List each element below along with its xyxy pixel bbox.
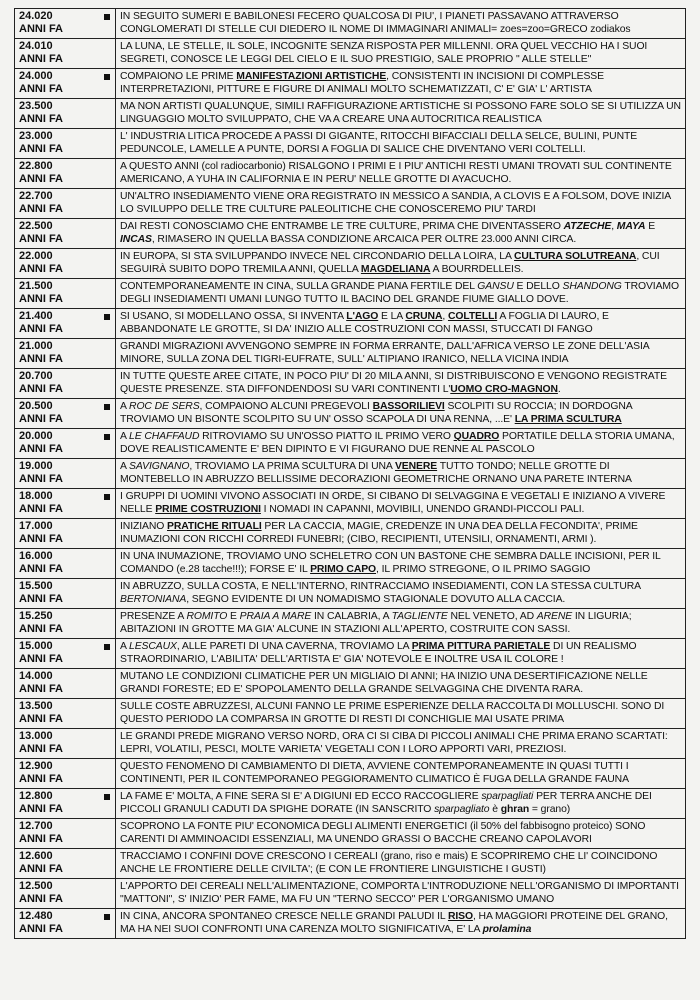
event-description bbox=[116, 159, 686, 189]
timeline-row bbox=[15, 69, 686, 99]
description-fragment: IN TUTTE QUESTE AREE CITATE, IN POCO PIU' DI 20 MILA ANNI, SI DISTRIBUISCONO E VENGONO REGISTRATE QUESTE PRESENZE. STA DIFFONDENDOSI SU VARI CONTINENTI L' bbox=[120, 371, 667, 395]
ago-label: ANNI FA bbox=[19, 533, 63, 545]
description-fragment: IN UNA INUMAZIONE, TROVIAMO UNO SCHELETRO CON UN BASTONE CHE SEMBRA DALLE INCISIONI, PER IL COMANDO (e.28 tacche!!!); FORSE E' IL bbox=[120, 551, 661, 575]
timeline-row bbox=[15, 639, 686, 669]
ago-label: ANNI FA bbox=[19, 83, 63, 95]
description-fragment: A FOGLIA DI LAURO, E ABBANDONATE LE GROTTE, SI DA' INIZIO ALLE COSTRUZIONI CON MASSI, STUCCATI DI FANGO bbox=[120, 311, 609, 335]
date-cell bbox=[15, 729, 116, 759]
description-fragment: MA NON ARTISTI QUALUNQUE, SIMILI RAFFIGURAZIONE ARTISTICHE SI POSSONO FARE SOLO SE SI UTILIZZA UN LINGUAGGIO MOLTO SVILUPPATO, CHE VA A CREARE UNA AUTOCRITICA REALISTICA bbox=[120, 101, 681, 125]
description-fragment: SCOPRONO LA FONTE PIU' ECONOMICA DEGLI ALIMENTI ENERGETICI (il 50% del fabbisogno proteico) SONO CARENTI DI AMMINOACIDI ESSENZIALI, MA UNENDO GRASSI O BACCHE CREANO CAPOLAVORI bbox=[120, 821, 646, 845]
date-cell bbox=[15, 339, 116, 369]
year-label: 24.000 bbox=[19, 70, 53, 82]
year-label: 20.700 bbox=[19, 370, 53, 382]
date-cell bbox=[15, 369, 116, 399]
year-label: 15.250 bbox=[19, 610, 53, 622]
timeline-row bbox=[15, 159, 686, 189]
date-cell bbox=[15, 279, 116, 309]
event-description bbox=[116, 639, 686, 669]
ago-label: ANNI FA bbox=[19, 23, 63, 35]
year-label: 21.500 bbox=[19, 280, 53, 292]
date-cell bbox=[15, 159, 116, 189]
year-label: 22.700 bbox=[19, 190, 53, 202]
timeline-row bbox=[15, 909, 686, 939]
ago-label: ANNI FA bbox=[19, 443, 63, 455]
event-description bbox=[116, 489, 686, 519]
date-cell bbox=[15, 489, 116, 519]
ago-label: ANNI FA bbox=[19, 893, 63, 905]
description-fragment: RITROVIAMO SU UN'OSSO PIATTO IL PRIMO VERO bbox=[199, 431, 454, 442]
event-description bbox=[116, 9, 686, 39]
description-fragment: DI UN REALISMO STRAORDINARIO, L'ABILITA' DELL'ARTISTA E' GIA' NOTEVOLE E INOLTRE USA IL COLORE ! bbox=[120, 641, 637, 665]
event-description bbox=[116, 579, 686, 609]
description-fragment: , CUI SEGUIRÀ SUBITO DOPO TREMILA ANNI, QUELLA bbox=[120, 251, 660, 275]
description-fragment: E DELLO bbox=[513, 281, 563, 292]
description-fragment: BASSORILIEVI bbox=[372, 401, 445, 412]
description-fragment: MAYA bbox=[616, 221, 646, 232]
timeline-row bbox=[15, 459, 686, 489]
ago-label: ANNI FA bbox=[19, 713, 63, 725]
year-label: 12.800 bbox=[19, 790, 53, 802]
event-description bbox=[116, 609, 686, 639]
year-label: 23.000 bbox=[19, 130, 53, 142]
event-description bbox=[116, 249, 686, 279]
description-fragment: ATZECHE bbox=[563, 221, 612, 232]
description-fragment: prolamina bbox=[482, 924, 532, 935]
year-label: 24.010 bbox=[19, 40, 53, 52]
date-cell bbox=[15, 789, 116, 819]
event-description bbox=[116, 189, 686, 219]
date-cell bbox=[15, 699, 116, 729]
year-label: 12.480 bbox=[19, 910, 53, 922]
ago-label: ANNI FA bbox=[19, 803, 63, 815]
description-fragment: SCOLPITI SU ROCCIA; IN DORDOGNA TROVIAMO UN BISONTE SCOLPITO SU UN' OSSO SCAPOLA DI UNA RENNA, ...E' bbox=[120, 401, 633, 425]
date-cell bbox=[15, 99, 116, 129]
ago-label: ANNI FA bbox=[19, 773, 63, 785]
ago-label: ANNI FA bbox=[19, 653, 63, 665]
ago-label: ANNI FA bbox=[19, 863, 63, 875]
description-fragment: IN EUROPA, SI STA SVILUPPANDO INVECE NEL CIRCONDARIO DELLA LOIRA, LA bbox=[120, 251, 515, 262]
year-label: 12.600 bbox=[19, 850, 53, 862]
description-fragment: A bbox=[120, 401, 130, 412]
timeline-row bbox=[15, 699, 686, 729]
timeline-row bbox=[15, 279, 686, 309]
description-fragment: SAVIGNANO bbox=[129, 461, 190, 472]
description-fragment: PRIME COSTRUZIONI bbox=[155, 504, 261, 515]
ago-label: ANNI FA bbox=[19, 203, 63, 215]
year-label: 20.000 bbox=[19, 430, 53, 442]
description-fragment: IN LIGURIA; ABITAZIONI IN GROTTE MA GIA' ALCUNE IN STAZIONI ALL'APERTO, COSTRUITE CON SASSI. bbox=[120, 611, 632, 635]
event-description bbox=[116, 279, 686, 309]
ago-label: ANNI FA bbox=[19, 383, 63, 395]
timeline-row bbox=[15, 219, 686, 249]
event-description bbox=[116, 39, 686, 69]
timeline-row bbox=[15, 309, 686, 339]
description-fragment: L' INDUSTRIA LITICA PROCEDE A PASSI DI GIGANTE, RITOCCHI BIFACCIALI DELLA SELCE, BULINI, PUNTE PEDUNCOLE, LAMELLE A PUNTE, DORSI A FOGLIA DI SALICE CHE DIVENTANO VERI COLTELLI. bbox=[120, 131, 638, 155]
description-fragment: , ALLE PARETI DI UNA CAVERNA, TROVIAMO LA bbox=[176, 641, 412, 652]
timeline-row bbox=[15, 549, 686, 579]
event-description bbox=[116, 339, 686, 369]
year-label: 12.500 bbox=[19, 880, 53, 892]
year-label: 20.500 bbox=[19, 400, 53, 412]
description-fragment: GRANDI MIGRAZIONI AVVENGONO SEMPRE IN FORMA ERRANTE, DALL'AFRICA VERSO LE ZONE DELL'ASIA MINORE, SULLA ZONA DEL TIGRI-EUFRATE, SULL' ALTIPIANO IRANICO, NELLA VICINA INDIA bbox=[120, 341, 650, 365]
timeline-row bbox=[15, 759, 686, 789]
description-fragment: A QUESTO ANNI (col radiocarbonio) RISALGONO I PRIMI E I PIU' ANTICHI RESTI UMANI TROVATI SUL CONTINENTE AMERICANO, A YUHA IN CALIFORNIA E IN PERU' NELLE GROTTE DI AYACUCHO. bbox=[120, 161, 672, 185]
description-fragment: NEL VENETO, AD bbox=[447, 611, 537, 622]
year-label: 14.000 bbox=[19, 670, 53, 682]
year-label: 16.000 bbox=[19, 550, 53, 562]
date-cell bbox=[15, 849, 116, 879]
ago-label: ANNI FA bbox=[19, 323, 63, 335]
description-fragment: , CONSISTENTI IN INCISIONI DI COMPLESSE INTERPRETAZIONI, PITTURE E FIGURE DI ANIMALI MOLTO SCHEMATIZZATI, C' E' GIA' L' ARTISTA bbox=[120, 71, 604, 95]
year-label: 12.700 bbox=[19, 820, 53, 832]
description-fragment: E bbox=[645, 221, 656, 232]
date-cell bbox=[15, 9, 116, 39]
timeline-row bbox=[15, 9, 686, 39]
timeline-row bbox=[15, 669, 686, 699]
ago-label: ANNI FA bbox=[19, 923, 63, 935]
description-fragment: PRIMA PITTURA PARIETALE bbox=[411, 641, 551, 652]
description-fragment: PER LA CACCIA, MAGIE, CREDENZE IN UNA DEA DELLA FECONDITA', PRIME INUMAZIONI CON RICCHI CORREDI FUNEBRI; (CIBO, RECIPIENTI, UTENSILI, ORNAMENTI, ARMI ). bbox=[120, 521, 638, 545]
ago-label: ANNI FA bbox=[19, 503, 63, 515]
event-description bbox=[116, 219, 686, 249]
description-fragment: MAGDELIANA bbox=[360, 264, 431, 275]
description-fragment: VENERE bbox=[394, 461, 438, 472]
bullet-square-icon bbox=[104, 794, 110, 800]
description-fragment: PRATICHE RITUALI bbox=[167, 521, 262, 532]
timeline-row bbox=[15, 879, 686, 909]
year-label: 12.900 bbox=[19, 760, 53, 772]
year-label: 18.000 bbox=[19, 490, 53, 502]
description-fragment: TRACCIAMO I CONFINI DOVE CRESCONO I CEREALI (grano, riso e mais) E SCOPRIREMO CHE LI' COINCIDONO ANCHE LE FRONTIERE DELLE CIVILTA'; (E CON LE FRONTIERE LINGUISTICHE I GUSTI) bbox=[120, 851, 658, 875]
description-fragment: COMPAIONO LE PRIME bbox=[120, 71, 237, 82]
description-fragment: LA FAME E' MOLTA, A FINE SERA SI E' A DIGIUNI ED ECCO RACCOGLIERE bbox=[120, 791, 482, 802]
timeline-row bbox=[15, 429, 686, 459]
event-description bbox=[116, 699, 686, 729]
description-fragment: , RIMASERO IN QUELLA BASSA CONDIZIONE ARCAICA PER OLTRE 23.000 ANNI CIRCA. bbox=[151, 234, 577, 245]
event-description bbox=[116, 129, 686, 159]
description-fragment: QUESTO FENOMENO DI CAMBIAMENTO DI DIETA, AVVIENE CONTEMPORANEAMENTE IN QUASI TUTTI I CONTINENTI, PER IL CONTEMPORANEO PEGGIORAMENTO CLIMATICO È FUGA DELLA GRANDE FAUNA bbox=[120, 761, 629, 785]
description-fragment: COLTELLI bbox=[447, 311, 498, 322]
description-fragment: PER TERRA ANCHE DEI PICCOLI GRANULI CADUTI DA SPIGHE DORATE (IN SANSCRITO bbox=[120, 791, 652, 815]
description-fragment: I GRUPPI DI UOMINI VIVONO ASSOCIATI IN ORDE, SI CIBANO DI SELVAGGINA E VEGETALI E INIZIANO A VIVERE NELLE bbox=[120, 491, 666, 515]
year-label: 19.000 bbox=[19, 460, 53, 472]
timeline-row bbox=[15, 489, 686, 519]
event-description bbox=[116, 729, 686, 759]
description-fragment: TROVIAMO DEGLI INSEDIAMENTI UMANI LUNGO TUTTO IL BACINO DEL GRANDE FIUME GIALLO DOVE. bbox=[120, 281, 679, 305]
description-fragment: ROC DE SERS bbox=[129, 401, 200, 412]
year-label: 13.500 bbox=[19, 700, 53, 712]
timeline-row bbox=[15, 249, 686, 279]
ago-label: ANNI FA bbox=[19, 293, 63, 305]
bullet-square-icon bbox=[104, 314, 110, 320]
event-description bbox=[116, 879, 686, 909]
description-fragment: è bbox=[489, 804, 501, 815]
timeline-row bbox=[15, 339, 686, 369]
timeline-rows bbox=[15, 9, 686, 939]
date-cell bbox=[15, 189, 116, 219]
description-fragment: E LA bbox=[378, 311, 406, 322]
timeline-row bbox=[15, 579, 686, 609]
description-fragment: UN'ALTRO INSEDIAMENTO VIENE ORA REGISTRATO IN MESSICO A SANDIA, A CLOVIS E A FOLSOM, DOVE INIZIA LO SVILUPPO DELLE TRE CULTURE PALEOLITICHE CHE CONOSCEREMO PIU' TARDI bbox=[120, 191, 671, 215]
ago-label: ANNI FA bbox=[19, 743, 63, 755]
timeline-row bbox=[15, 129, 686, 159]
event-description bbox=[116, 549, 686, 579]
date-cell bbox=[15, 579, 116, 609]
event-description bbox=[116, 459, 686, 489]
description-fragment: L'AGO bbox=[346, 311, 379, 322]
date-cell bbox=[15, 219, 116, 249]
bullet-square-icon bbox=[104, 14, 110, 20]
ago-label: ANNI FA bbox=[19, 833, 63, 845]
date-cell bbox=[15, 639, 116, 669]
description-fragment: L'APPORTO DEI CEREALI NELL'ALIMENTAZIONE, COMPORTA L'INTRODUZIONE NELL'ORGANISMO DI IMPORTANTI "MATTONI", S' INIZIO' PER FAME, MA FU UN "TERNO SECCO" PER L'ORGANISMO UMANO bbox=[120, 881, 679, 905]
event-description bbox=[116, 99, 686, 129]
description-fragment: ROMITO bbox=[186, 611, 228, 622]
description-fragment: SHANDONG bbox=[562, 281, 622, 292]
date-cell bbox=[15, 249, 116, 279]
description-fragment: UOMO CRO-MAGNON bbox=[450, 384, 558, 395]
date-cell bbox=[15, 429, 116, 459]
date-cell bbox=[15, 519, 116, 549]
description-fragment: , COMPAIONO ALCUNI PREGEVOLI bbox=[199, 401, 373, 412]
description-fragment: SI USANO, SI MODELLANO OSSA, SI INVENTA bbox=[120, 311, 347, 322]
event-description bbox=[116, 519, 686, 549]
description-fragment: ghran bbox=[500, 804, 530, 815]
description-fragment: A bbox=[120, 641, 130, 652]
bullet-square-icon bbox=[104, 494, 110, 500]
ago-label: ANNI FA bbox=[19, 413, 63, 425]
timeline-row bbox=[15, 369, 686, 399]
bullet-square-icon bbox=[104, 404, 110, 410]
description-fragment: CRUNA bbox=[405, 311, 443, 322]
event-description bbox=[116, 399, 686, 429]
description-fragment: MANIFESTAZIONI ARTISTICHE bbox=[236, 71, 387, 82]
ago-label: ANNI FA bbox=[19, 623, 63, 635]
date-cell bbox=[15, 549, 116, 579]
event-description bbox=[116, 789, 686, 819]
event-description bbox=[116, 369, 686, 399]
timeline-row bbox=[15, 729, 686, 759]
timeline-row bbox=[15, 849, 686, 879]
description-fragment: , bbox=[442, 311, 448, 322]
event-description bbox=[116, 759, 686, 789]
event-description bbox=[116, 69, 686, 99]
description-fragment: LESCAUX bbox=[129, 641, 177, 652]
description-fragment: PRESENZE A bbox=[120, 611, 187, 622]
year-label: 15.500 bbox=[19, 580, 53, 592]
year-label: 13.000 bbox=[19, 730, 53, 742]
ago-label: ANNI FA bbox=[19, 233, 63, 245]
timeline-row bbox=[15, 39, 686, 69]
date-cell bbox=[15, 399, 116, 429]
event-description bbox=[116, 849, 686, 879]
year-label: 22.000 bbox=[19, 250, 53, 262]
description-fragment: TAGLIENTE bbox=[391, 611, 448, 622]
ago-label: ANNI FA bbox=[19, 473, 63, 485]
event-description bbox=[116, 909, 686, 939]
description-fragment: = grano) bbox=[529, 804, 571, 815]
description-fragment: RISO bbox=[447, 911, 473, 922]
timeline-row bbox=[15, 99, 686, 129]
description-fragment: INIZIANO bbox=[120, 521, 168, 532]
date-cell bbox=[15, 759, 116, 789]
description-fragment: LA LUNA, LE STELLE, IL SOLE, INCOGNITE SENZA RISPOSTA PER MILLENNI. ORA QUEL VECCHIO HA I SUOI SEGRETI, CONOSCE LE LEGGI DEL CIELO E IL SUO PRESTIGIO, SALE PROPRIO " ALLE STELLE" bbox=[120, 41, 648, 65]
date-cell bbox=[15, 819, 116, 849]
ago-label: ANNI FA bbox=[19, 683, 63, 695]
date-cell bbox=[15, 129, 116, 159]
description-fragment: A bbox=[120, 431, 130, 442]
timeline-row bbox=[15, 819, 686, 849]
timeline-row bbox=[15, 519, 686, 549]
year-label: 21.400 bbox=[19, 310, 53, 322]
event-description bbox=[116, 309, 686, 339]
date-cell bbox=[15, 879, 116, 909]
description-fragment: A bbox=[120, 461, 130, 472]
description-fragment: TUTTO TONDO; NELLE GROTTE DI MONTEBELLO IN ABRUZZO BELLISSIME DECORAZIONI GEOMETRICHE ORNANO UNA PARETE INTERNA bbox=[120, 461, 632, 485]
description-fragment: BERTONIANA bbox=[120, 594, 187, 605]
description-fragment: IN SEGUITO SUMERI E BABILONESI FECERO QUALCOSA DI PIU', I PIANETI PASSAVANO ATTRAVERSO CONGLOMERATI DI STELLE CUI DIEDERO IL NOME DI IMMAGINARI ANIMALI= zoes=zoo=GRECO zodiakos bbox=[120, 11, 631, 35]
bullet-square-icon bbox=[104, 434, 110, 440]
description-fragment: SULLE COSTE ABRUZZESI, ALCUNI FANNO LE PRIME ESPERIENZE DELLA RACCOLTA DI MOLLUSCHI. SONO DI QUESTO PERIODO LA COMPARSA IN GROTTE DI RESTI DI CONCHIGLIE MAI USATE PRIMA bbox=[120, 701, 665, 725]
timeline-row bbox=[15, 399, 686, 429]
description-fragment: IN CINA, ANCORA SPONTANEO CRESCE NELLE GRANDI PALUDI IL bbox=[120, 911, 448, 922]
description-fragment: PRIMO CAPO bbox=[310, 564, 377, 575]
description-fragment: INCAS bbox=[120, 234, 152, 245]
date-cell bbox=[15, 69, 116, 99]
description-fragment: sparpagliato bbox=[434, 804, 490, 815]
description-fragment: . bbox=[557, 384, 561, 395]
bullet-square-icon bbox=[104, 74, 110, 80]
ago-label: ANNI FA bbox=[19, 143, 63, 155]
description-fragment: , bbox=[611, 221, 617, 232]
ago-label: ANNI FA bbox=[19, 263, 63, 275]
ago-label: ANNI FA bbox=[19, 563, 63, 575]
date-cell bbox=[15, 669, 116, 699]
description-fragment: ARENE bbox=[536, 611, 573, 622]
ago-label: ANNI FA bbox=[19, 53, 63, 65]
year-label: 15.000 bbox=[19, 640, 53, 652]
description-fragment: PRAIA A MARE bbox=[239, 611, 312, 622]
description-fragment: LE GRANDI PREDE MIGRANO VERSO NORD, ORA CI SI CIBA DI PICCOLI ANIMALI CHE PRIMA ERANO SCARTATI: LEPRI, VOLATILI, PESCI, MOLTE VARIETA' VEGETALI CON I LORO APPORTI VARI, PREZIOSI. bbox=[120, 731, 668, 755]
description-fragment: sparpagliati bbox=[481, 791, 534, 802]
year-label: 23.500 bbox=[19, 100, 53, 112]
description-fragment: I NOMADI IN CAPANNI, MOVIBILI, UNENDO GRANDI-PICCOLI PALI. bbox=[260, 504, 585, 515]
description-fragment: LE CHAFFAUD bbox=[129, 431, 200, 442]
date-cell bbox=[15, 909, 116, 939]
timeline-table bbox=[14, 8, 686, 939]
event-description bbox=[116, 669, 686, 699]
description-fragment: QUADRO bbox=[453, 431, 500, 442]
description-fragment: CONTEMPORANEAMENTE IN CINA, SULLA GRANDE PIANA FERTILE DEL bbox=[120, 281, 478, 292]
timeline-row bbox=[15, 189, 686, 219]
ago-label: ANNI FA bbox=[19, 113, 63, 125]
description-fragment: E bbox=[227, 611, 240, 622]
date-cell bbox=[15, 39, 116, 69]
year-label: 22.500 bbox=[19, 220, 53, 232]
event-description bbox=[116, 819, 686, 849]
description-fragment: , IL PRIMO STREGONE, O IL PRIMO SAGGIO bbox=[376, 564, 591, 575]
ago-label: ANNI FA bbox=[19, 173, 63, 185]
bullet-square-icon bbox=[104, 644, 110, 650]
bullet-square-icon bbox=[104, 914, 110, 920]
year-label: 21.000 bbox=[19, 340, 53, 352]
timeline-row bbox=[15, 789, 686, 819]
description-fragment: IN CALABRIA, A bbox=[311, 611, 392, 622]
description-fragment: LA PRIMA SCULTURA bbox=[514, 414, 622, 425]
description-fragment: , HA MAGGIORI PROTEINE DEL GRANO, MA HA NEI SUOI CONFRONTI UNA CARENZA MOLTO SIGNIFICATIVA, E' LA bbox=[120, 911, 668, 935]
year-label: 22.800 bbox=[19, 160, 53, 172]
description-fragment: A BOURRDELLEIS. bbox=[430, 264, 524, 275]
date-cell bbox=[15, 459, 116, 489]
year-label: 24.020 bbox=[19, 10, 53, 22]
description-fragment: PORTATILE DELLA STORIA UMANA, DOVE REALISTICAMENTE E' BEN DIPINTO E VI FIGURANO DUE RENNE AL PASCOLO bbox=[120, 431, 675, 455]
description-fragment: CULTURA SOLUTREANA bbox=[514, 251, 637, 262]
ago-label: ANNI FA bbox=[19, 353, 63, 365]
description-fragment: IN ABRUZZO, SULLA COSTA, E NELL'INTERNO, RINTRACCIAMO INSEDIAMENTI, CON LA STESSA CULTURA bbox=[120, 581, 641, 592]
date-cell bbox=[15, 309, 116, 339]
description-fragment: GANSU bbox=[477, 281, 514, 292]
event-description bbox=[116, 429, 686, 459]
timeline-row bbox=[15, 609, 686, 639]
ago-label: ANNI FA bbox=[19, 593, 63, 605]
description-fragment: DAI RESTI CONOSCIAMO CHE ENTRAMBE LE TRE CULTURE, PRIMA CHE DIVENTASSERO bbox=[120, 221, 564, 232]
year-label: 17.000 bbox=[19, 520, 53, 532]
date-cell bbox=[15, 609, 116, 639]
description-fragment: , TROVIAMO LA PRIMA SCULTURA DI UNA bbox=[189, 461, 395, 472]
description-fragment: , SEGNO EVIDENTE DI UN NOMADISMO STAGIONALE DOVUTO ALLA CACCIA. bbox=[186, 594, 566, 605]
description-fragment: MUTANO LE CONDIZIONI CLIMATICHE PER UN MIGLIAIO DI ANNI; HA INIZIO UNA DESERTIFICAZIONE NELLE GRANDI FORESTE; ED E' SPOPOLAMENTO DELLA GRANDE SELVAGGINA CHE DIVENTA RARA. bbox=[120, 671, 648, 695]
